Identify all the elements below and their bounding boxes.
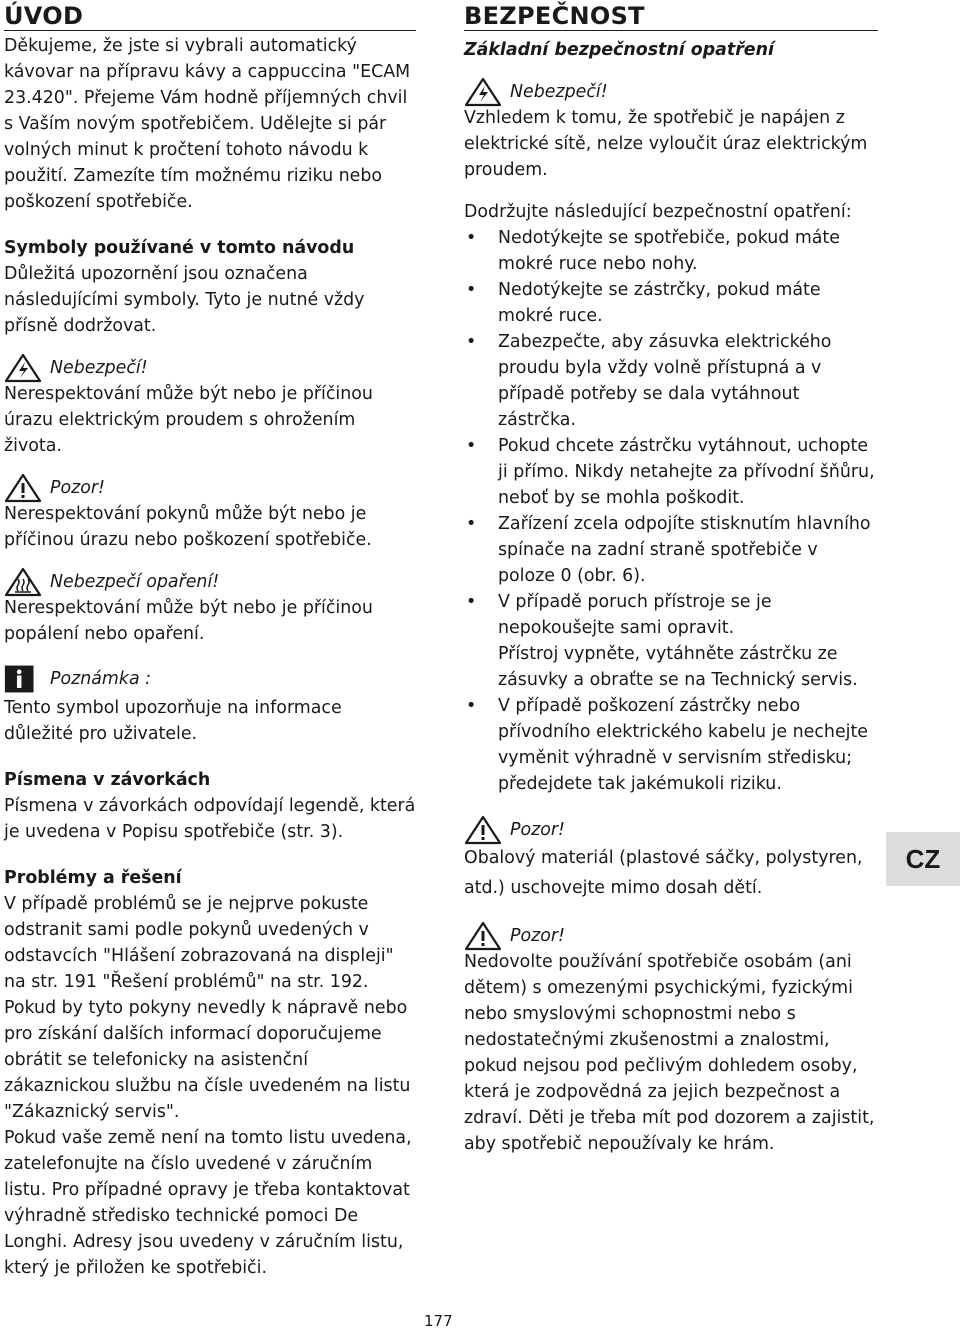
caution-text: Nerespektování pokynů může být nebo je příčinou úrazu nebo poškození spotřebiče. bbox=[4, 504, 372, 550]
list-item-text: V případě poruch přístroje se je nepokoušejte sami opravit. bbox=[498, 592, 772, 638]
danger-label: Nebezpečí! bbox=[50, 358, 148, 378]
language-tab: CZ bbox=[886, 832, 960, 886]
list-item: • Nedotýkejte se zástrčky, pokud máte mokré ruce. bbox=[464, 277, 878, 329]
caution-icon bbox=[4, 473, 42, 503]
list-item: • Nedotýkejte se spotřebiče, pokud máte mokré ruce nebo nohy. bbox=[464, 225, 878, 277]
symbols-heading: Symboly používané v tomto návodu bbox=[4, 238, 355, 258]
list-item: • Zabezpečte, aby zásuvka elektrického proudu byla vždy volně přístupná a v případě potřeby se dala vytáhnout zástrčka. bbox=[464, 329, 878, 433]
electric-danger-icon bbox=[464, 77, 502, 107]
burn-text: Nerespektování může být nebo je příčinou popálení nebo opaření. bbox=[4, 598, 373, 644]
right-caution-header-2 bbox=[464, 923, 878, 949]
list-item: • Zařízení zcela odpojíte stisknutím hlavního spínače na zadní straně spotřebiče v poloze 0 (obr. 6). bbox=[464, 511, 878, 589]
problems-paragraph-3: Pokud vaše země není na tomto listu uvedena, zatelefonujte na číslo uvedené v záručním listu. Pro případné opravy je třeba kontaktovat výhradně středisko technické pomoci De Longhi. Adresy jsou uvedeny v záručním listu, který je přiložen ke spotřebiči. bbox=[4, 1128, 412, 1278]
caution-label: Pozor! bbox=[510, 820, 566, 840]
caution-text: Nedovolte používání spotřebiče osobám (ani dětem) s omezenými psychickými, fyzickými nebo smyslovými schopnostmi nebo s nedostatečnými zkušenostmi a znalostmi, pokud nejsou pod pečlivým dohledem osoby, která je zodpovědná za jejich bezpečnost a zdraví. Děti je třeba mít pod dozorem a zajistit, aby spotřebič nepoužívaly ke hrám. bbox=[464, 952, 875, 1154]
caution-label: Pozor! bbox=[50, 478, 106, 498]
list-item: • Pokud chcete zástrčku vytáhnout, uchopte ji přímo. Nikdy netahejte za přívodní šňůru, neboť by se mohla poškodit. bbox=[464, 433, 878, 511]
caution-text: Obalový materiál (plastové sáčky, polystyren, atd.) uschovejte mimo dosah dětí. bbox=[464, 848, 863, 898]
left-column bbox=[4, 0, 416, 1281]
hot-steam-icon bbox=[4, 567, 42, 597]
caution-header bbox=[4, 475, 416, 501]
note-label: Poznámka : bbox=[50, 669, 151, 689]
burn-label: Nebezpečí opaření! bbox=[50, 572, 220, 592]
basic-safety-heading: Základní bezpečnostní opatření bbox=[464, 40, 774, 60]
list-item-extra: Přístroj vypněte, vytáhněte zástrčku ze zásuvky a obraťte se na Technický servis. bbox=[498, 644, 858, 690]
danger-header bbox=[4, 355, 416, 381]
safety-heading: BEZPEČNOST bbox=[464, 0, 878, 31]
caution-icon bbox=[464, 815, 502, 845]
right-danger-text: Vzhledem k tomu, že spotřebič je napájen z elektrické sítě, nelze vyloučit úraz elektrickým proudem. bbox=[464, 108, 868, 180]
right-caution-header-1 bbox=[464, 817, 878, 843]
problems-paragraph-2: Pokud by tyto pokyny nevedly k nápravě nebo pro získání dalších informací doporučujeme obrátit se telefonicky na asistenční zákaznickou službu na čísle uvedeném na listu "Zákaznický servis". bbox=[4, 998, 411, 1122]
caution-icon bbox=[464, 921, 502, 951]
problems-heading: Problémy a řešení bbox=[4, 868, 182, 888]
symbols-paragraph: Důležitá upozornění jsou označena následujícími symboly. Tyto je nutné vždy přísně dodržovat. bbox=[4, 264, 365, 336]
right-column bbox=[464, 0, 878, 1157]
follow-text: Dodržujte následující bezpečnostní opatření: bbox=[464, 202, 852, 222]
caution-label: Pozor! bbox=[510, 926, 566, 946]
burn-header bbox=[4, 569, 416, 595]
letters-paragraph: Písmena v závorkách odpovídají legendě, která je uvedena v Popisu spotřebiče (str. 3). bbox=[4, 796, 416, 842]
intro-paragraph: Děkujeme, že jste si vybrali automatický kávovar na přípravu kávy a cappuccina "ECAM 23.420". Přejeme Vám hodně příjemných chvil s Vaším novým spotřebičem. Udělejte si pár volných minut k pročtení tohoto návodu k použití. Zamezíte tím možnému riziku nebo poškození spotřebiče. bbox=[4, 36, 411, 212]
list-item bbox=[464, 589, 878, 693]
info-icon bbox=[4, 664, 38, 694]
list-item: • V případě poškození zástrčky nebo přívodního elektrického kabelu je nechejte vyměnit výhradně v servisním středisku; předejdete tak jakémukoli riziku. bbox=[464, 693, 878, 797]
note-text: Tento symbol upozorňuje na informace důležité pro uživatele. bbox=[4, 698, 342, 744]
electric-danger-icon bbox=[4, 353, 42, 383]
letters-heading: Písmena v závorkách bbox=[4, 770, 211, 790]
problems-paragraph-1: V případě problémů se je nejprve pokuste odstranit sami podle pokynů uvedených v odstavcích "Hlášení zobrazovaná na displeji" na str. 191 "Řešení problémů" na str. 192. bbox=[4, 894, 394, 992]
safety-bullet-list bbox=[464, 225, 878, 797]
note-header bbox=[4, 663, 416, 695]
page-number: 177 bbox=[424, 1312, 453, 1330]
danger-text: Nerespektování může být nebo je příčinou úrazu elektrickým proudem s ohrožením života. bbox=[4, 384, 373, 456]
right-danger-label: Nebezpečí! bbox=[510, 82, 608, 102]
uvod-heading: ÚVOD bbox=[4, 0, 416, 31]
right-danger-header bbox=[464, 79, 878, 105]
